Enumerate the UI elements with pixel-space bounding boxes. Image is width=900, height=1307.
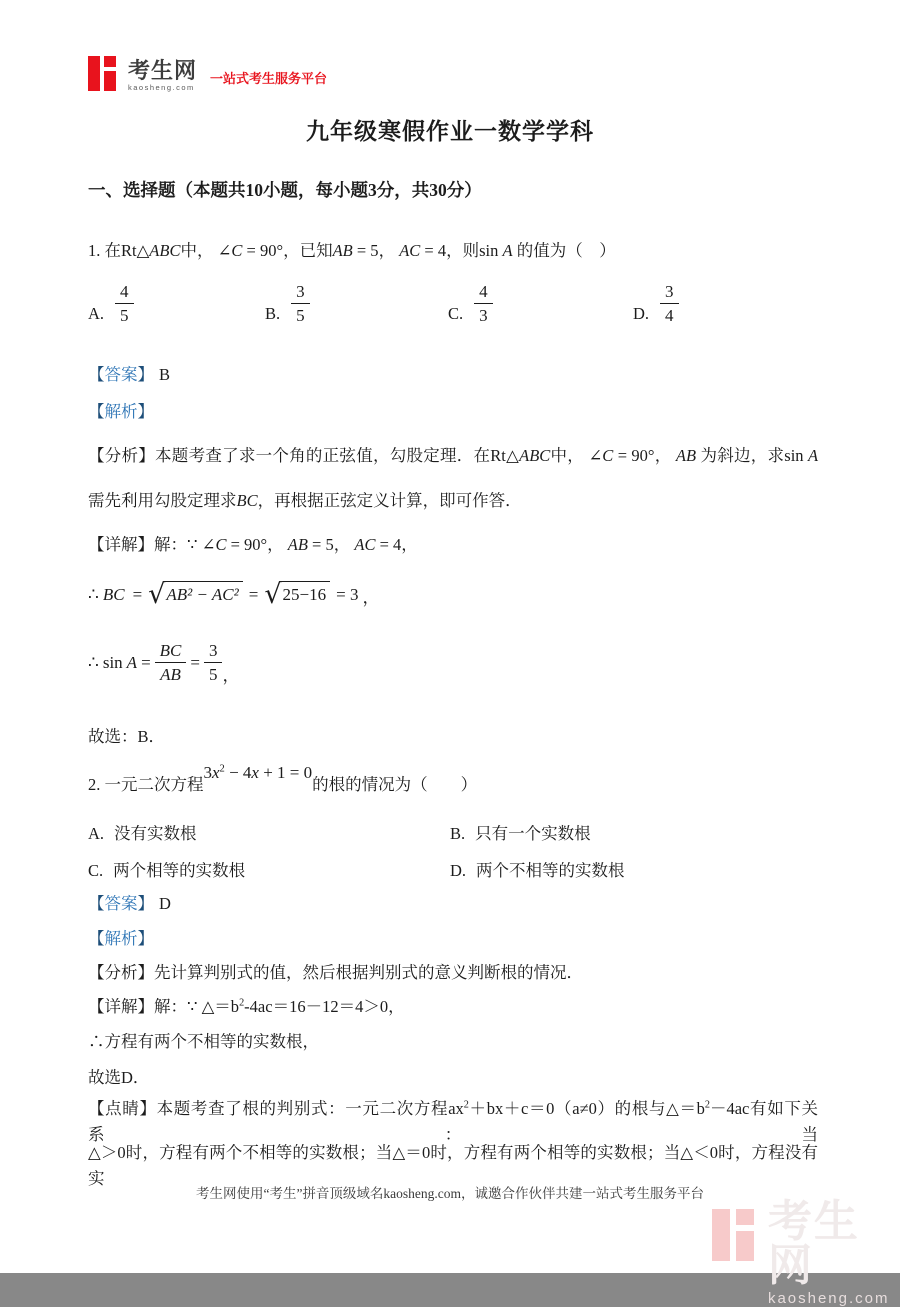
- question-1-options: [0, 281, 900, 333]
- equals-three: = 3: [336, 584, 359, 604]
- comma: ，: [362, 588, 380, 607]
- q1-option-b: [265, 281, 310, 327]
- section-heading: 一、选择题（本题共10小题，每小题3分，共30分）: [88, 180, 482, 200]
- kaosheng-logo: [88, 54, 327, 91]
- answer-label: 答案: [104, 365, 138, 384]
- equals-sign: =: [190, 652, 200, 672]
- radicand: 25−16: [280, 581, 331, 605]
- fraction-denominator: 3: [479, 306, 488, 326]
- fraction-denominator: AB: [160, 665, 181, 685]
- q2-analysis-line: 【分析】先计算判别式的值，然后根据判别式的意义判断根的情况．: [88, 963, 583, 982]
- jiexi-bracket: 】: [137, 402, 154, 421]
- q1-option-b-fraction: [291, 281, 310, 327]
- watermark-text-wrap: [767, 1197, 900, 1307]
- q2-option-a-text: 没有实数根: [114, 824, 197, 843]
- fraction-3-5: [204, 640, 223, 686]
- q1-option-c-label: C.: [448, 303, 464, 323]
- q2-stem-pre: 2. 一元二次方程: [88, 775, 204, 794]
- q1-option-d: [633, 281, 679, 327]
- q1-analysis-line2: 需先利用勾股定理求BC，再根据正弦定义计算，即可作答．: [88, 491, 522, 510]
- q1-option-c-fraction: [474, 281, 493, 327]
- logo-tagline: 一站式考生服务平台: [210, 71, 328, 86]
- comma: ，: [222, 665, 240, 685]
- q1-answer-value: B: [159, 365, 171, 384]
- watermark-logo-icon: [712, 1206, 758, 1261]
- q2-option-c-label: C.: [88, 861, 104, 880]
- radicand: AB² − AC²: [163, 581, 242, 605]
- q2-conclusion: 故选D．: [88, 1068, 150, 1087]
- q2-result-line: ∴方程有两个不相等的实数根，: [88, 1032, 319, 1051]
- q1-option-b-label: B.: [265, 303, 281, 323]
- answer-bracket: 】: [137, 894, 154, 913]
- q1-conclusion: 故选：B．: [88, 727, 166, 746]
- jiexi-bracket: 【: [88, 402, 105, 421]
- q2-option-b-label: B.: [450, 824, 466, 843]
- equals-sign: =: [248, 584, 259, 604]
- sqrt-expression: [148, 581, 243, 608]
- q2-option-d-text: 两个不相等的实数根: [476, 861, 625, 880]
- fraction-denominator: 4: [665, 306, 674, 326]
- q2-note-line2: △＞0时，方程有两个不相等的实数根；当△＝0时，方程有两个相等的实数根；当△＜0时，方程没有实: [88, 1143, 818, 1188]
- watermark-block-top-right: [736, 1209, 754, 1225]
- watermark-domain: kaosheng.com: [767, 1290, 890, 1307]
- q1-option-d-label: D.: [633, 303, 650, 323]
- fraction-numerator: 3: [660, 281, 679, 304]
- fraction-numerator: 3: [204, 640, 223, 663]
- q2-option-d-label: D.: [450, 861, 467, 880]
- answer-label: 答案: [104, 894, 138, 913]
- q2-note-line1: 【点睛】本题考查了根的判别式：一元二次方程$ax^2+bx+c=0(a\ne 0)$的根与$\triangle=b^2-4ac$有如下关系：当: [88, 1099, 819, 1144]
- fraction-numerator: 4: [474, 281, 493, 304]
- q2-option-c-text: 两个相等的实数根: [113, 861, 246, 880]
- logo-block-top-right: [104, 56, 116, 67]
- therefore-symbol: ∴: [88, 652, 99, 672]
- answer-bracket: 【: [88, 894, 105, 913]
- jiexi-bracket: 】: [137, 929, 154, 948]
- logo-brand-text: 考生网: [128, 57, 198, 83]
- question-1-stem: 1. 在Rt△ABC中， ∠C = 90°，已知AB = 5， AC = 4，则sin A 的值为（ ）: [88, 241, 616, 260]
- footer-text: 考生网使用“考生”拼音顶级域名kaosheng.com，诚邀合作伙伴共建一站式考生服务平台: [195, 1186, 705, 1201]
- radical-symbol: √: [264, 579, 282, 610]
- sqrt-expression: [264, 581, 330, 608]
- q2-detail-line: 【详解】解：∵ $\triangle=b^2-4ac=16-12=4>0$，: [88, 997, 405, 1016]
- kaosheng-watermark: [712, 1197, 900, 1307]
- fraction-numerator: 3: [291, 281, 310, 304]
- q1-analysis-line1: 【分析】本题考查了求一个角的正弦值，勾股定理．在Rt△ABC中， ∠C = 90°， AB 为斜边，求sin A: [88, 446, 819, 465]
- fraction-denominator: 5: [120, 306, 129, 326]
- math-bc: BC: [102, 584, 125, 604]
- fraction-denominator: 5: [296, 306, 305, 326]
- q2-option-b: [450, 820, 591, 844]
- q1-option-a-fraction: [115, 281, 134, 327]
- logo-domain-text: kaosheng.com: [128, 82, 195, 92]
- q1-option-a-label: A.: [88, 303, 105, 323]
- q1-option-a: [88, 281, 134, 327]
- q2-option-c: [88, 857, 245, 881]
- q2-answer-value: D: [159, 894, 171, 913]
- q2-stem-post: 的根的情况为（ ）: [312, 775, 478, 794]
- fraction-numerator: 4: [115, 281, 134, 304]
- math-angle-a: A: [126, 652, 138, 672]
- q1-calc-fraction-line: [88, 640, 239, 686]
- q2-option-b-text: 只有一个实数根: [475, 824, 591, 843]
- equals-sign: =: [141, 652, 151, 672]
- q2-option-a: [88, 820, 197, 844]
- watermark-brand: 考生网: [767, 1197, 860, 1290]
- answer-bracket: 【: [88, 365, 105, 384]
- q1-detail-line: 【详解】解：∵ ∠C = 90°， AB = 5， AC = 4，: [88, 535, 418, 554]
- radical-symbol: √: [148, 579, 166, 610]
- watermark-block-bottom-right: [736, 1231, 754, 1261]
- q1-answer-line: [88, 362, 818, 388]
- fraction-bc-ab: [155, 640, 187, 686]
- q1-calc-sqrt-line: [88, 581, 379, 608]
- fraction-numerator: BC: [155, 640, 187, 663]
- q1-jiexi-line: [88, 399, 818, 425]
- equals-sign: =: [132, 584, 143, 604]
- q2-jiexi-line: [88, 926, 818, 952]
- watermark-block-left: [712, 1209, 730, 1261]
- q2-answer-line: [88, 891, 818, 917]
- page-title: 九年级寒假作业一数学学科: [306, 119, 594, 144]
- question-2-stem: [88, 763, 818, 798]
- q2-option-a-label: A.: [88, 824, 105, 843]
- jiexi-label: 解析: [104, 402, 138, 421]
- logo-brand-wrap: [128, 57, 198, 92]
- fraction-denominator: 5: [208, 665, 218, 685]
- answer-bracket: 】: [137, 365, 154, 384]
- kaosheng-logo-icon: [88, 54, 120, 91]
- q1-option-c: [448, 281, 493, 327]
- therefore-symbol: ∴: [88, 584, 99, 604]
- logo-block-left: [88, 56, 100, 91]
- sin-function: sin: [102, 652, 123, 672]
- jiexi-bracket: 【: [88, 929, 105, 948]
- logo-block-bottom-right: [104, 71, 116, 91]
- jiexi-label: 解析: [104, 929, 138, 948]
- q1-option-d-fraction: [660, 281, 679, 327]
- q2-equation: $3x^2 - 4x + 1 = 0$: [203, 763, 313, 782]
- q2-option-d: [450, 857, 625, 881]
